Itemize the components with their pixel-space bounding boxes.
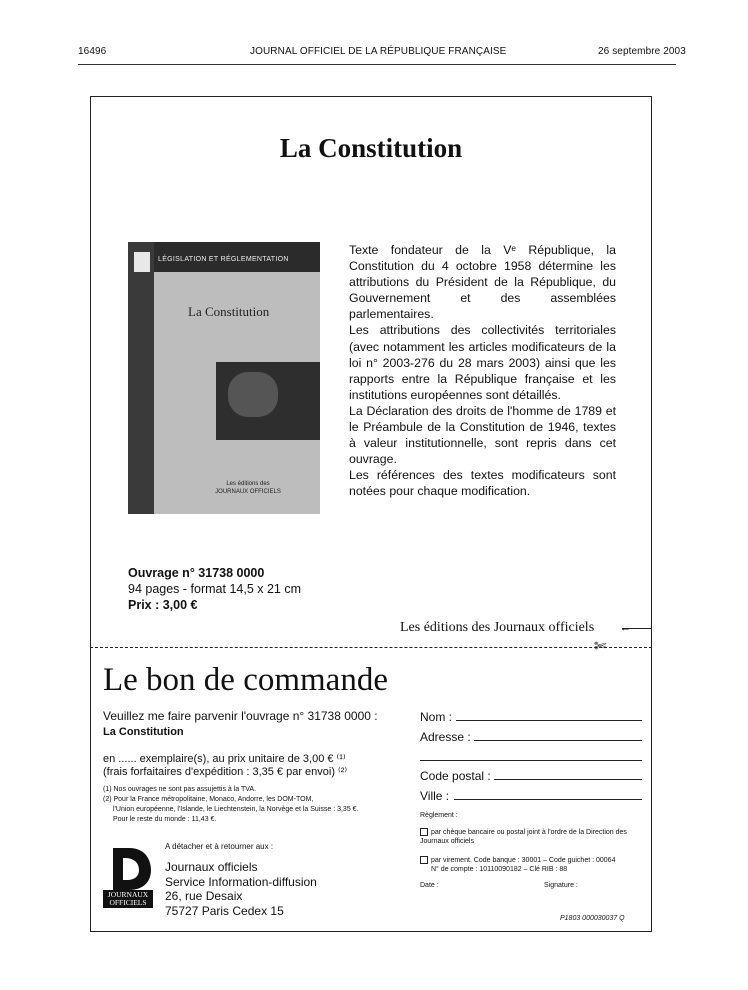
reference-code: P1803 000030037 Q (560, 915, 625, 922)
book-number: Ouvrage n° 31738 0000 (128, 566, 265, 580)
city-field[interactable] (454, 799, 642, 800)
address-label: Adresse : (420, 730, 471, 744)
footnote: l'Union européenne, l'Islande, le Liechtenstein, la Norvège et la Suisse : 3,35 €. (113, 806, 359, 813)
cut-line (90, 647, 652, 648)
detach-instruction: A détacher et à retourner aux : (165, 842, 274, 851)
address-field-line2[interactable] (420, 760, 642, 761)
payment-label: Règlement : (420, 812, 458, 819)
requested-book: La Constitution (103, 726, 184, 738)
footnote: (2) Pour la France métropolitaine, Monaco, Andorre, les DOM-TOM, (103, 796, 314, 803)
book-details (128, 565, 301, 613)
signature-label[interactable]: Signature : (544, 882, 578, 889)
issue-date: 26 septembre 2003 (598, 46, 686, 57)
request-text: Veuillez me faire parvenir l'ouvrage n° 31738 0000 : (103, 709, 378, 723)
ad-description (349, 242, 616, 500)
name-label: Nom : (420, 710, 453, 724)
quantity-line[interactable]: en ...... exemplaire(s), au prix unitaire de 3,00 € ⁽¹⁾ (103, 753, 346, 765)
postal-code-label: Code postal : (420, 769, 491, 783)
cover-publisher: Les éditions des JOURNAUX OFFICIELS (215, 481, 281, 495)
order-request (103, 708, 378, 740)
cover-title: La Constitution (188, 304, 270, 319)
checkbox[interactable] (420, 828, 428, 836)
scissors-icon: ✄ (594, 638, 607, 655)
book-format: 94 pages - format 14,5 x 21 cm (128, 582, 302, 596)
cover-series: LÉGISLATION ET RÉGLEMENTATION (158, 256, 289, 263)
description-paragraph: Les références des textes modificateurs sont notées pour chaque modification. (349, 468, 616, 499)
description-paragraph: Les attributions des collectivités territoriales (avec notamment les articles modificateurs de la loi n° 2003-276 du 28 mars 2003) ainsi que les rapports entre la République française et les institutions européennes sont détaillés. (349, 323, 616, 402)
cheque-option[interactable]: par chèque bancaire ou postal joint à l'ordre de la Direction des Journaux officiels (420, 829, 627, 845)
shipping-line: (frais forfaitaires d'expédition : 3,35 € par envoi) ⁽²⁾ (103, 766, 348, 778)
checkbox[interactable] (420, 856, 428, 864)
name-field[interactable] (456, 720, 642, 721)
quantity-lines (103, 753, 347, 779)
footnote: (1) Nos ouvrages ne sont pas assujettis à la TVA. (103, 786, 257, 793)
page-number: 16496 (78, 46, 107, 57)
book-cover-image (128, 242, 320, 514)
description-paragraph: La Déclaration des droits de l'homme de 1789 et le Préambule de la Constitution de 1946, textes à valeur institutionnelle, sont repris dans cet ouvrage. (349, 403, 616, 467)
address-field[interactable] (474, 740, 642, 741)
ad-title: La Constitution (279, 133, 463, 163)
book-price: Prix : 3,00 € (128, 598, 198, 612)
journaux-officiels-logo: JOURNAUX OFFICIELS (103, 844, 153, 908)
description-paragraph: Texte fondateur de la Vᵉ République, la Constitution du 4 octobre 1958 détermine les attributions du Président de la République, du Gouvernement et des assemblées parlementaires. (349, 243, 616, 322)
date-label[interactable]: Date : (420, 882, 439, 889)
arrowhead-icon: ← (620, 622, 631, 634)
header-rule (78, 64, 676, 65)
journal-title: JOURNAL OFFICIEL DE LA RÉPUBLIQUE FRANÇAISE (250, 46, 507, 57)
publisher-line: Les éditions des Journaux officiels (400, 620, 595, 635)
footnote: Pour le reste du monde : 11,43 €. (113, 816, 217, 823)
order-form-title: Le bon de commande (103, 662, 388, 698)
transfer-option[interactable]: par virement. Code banque : 30001 – Code guichet : 00064 N° de compte : 10110090182 – Clé RIB : 88 (420, 856, 640, 874)
postal-code-field[interactable] (494, 779, 642, 780)
mailing-address: Journaux officiels Service Information-diffusion 26, rue Desaix 75727 Paris Cedex 15 (165, 860, 317, 918)
city-label: Ville : (420, 789, 450, 803)
footnotes (103, 785, 359, 825)
